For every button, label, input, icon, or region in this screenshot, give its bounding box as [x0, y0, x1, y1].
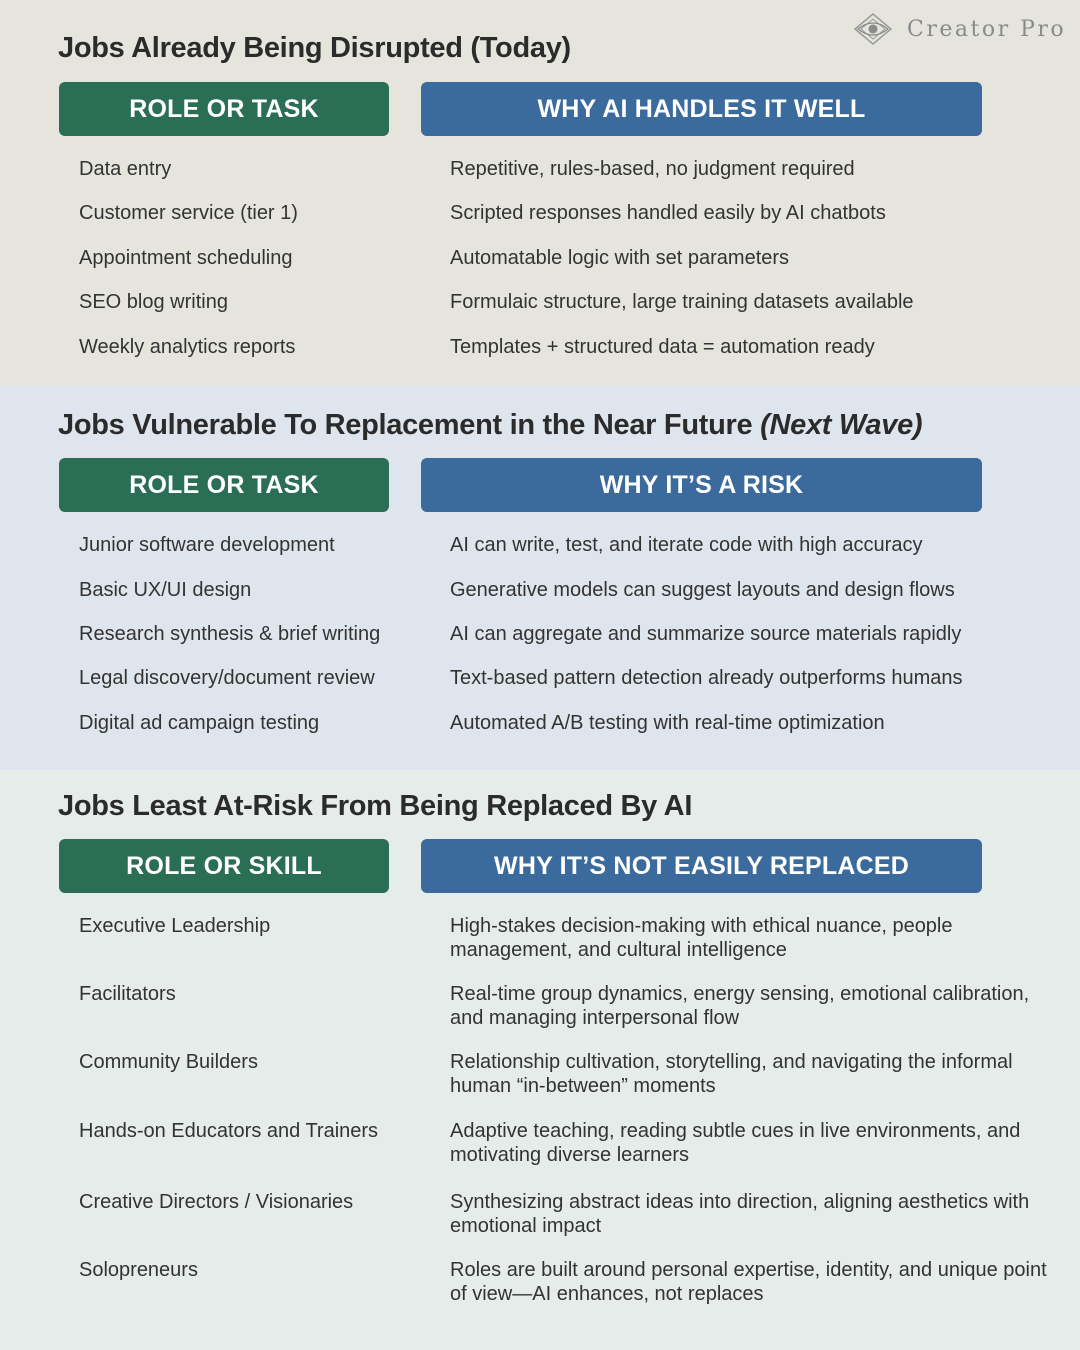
reason-cell: High-stakes decision-making with ethical nuance, people management, and cultural intelligence — [450, 915, 953, 961]
reason-cell: Automatable logic with set parameters — [450, 247, 790, 269]
role-cell: Digital ad campaign testing — [79, 712, 320, 734]
reason-cell: Synthesizing abstract ideas into direction, aligning aesthetics with emotional impact — [450, 1191, 1030, 1237]
role-cell: Community Builders — [79, 1051, 258, 1073]
role-cell: Customer service (tier 1) — [79, 202, 298, 224]
reason-cell: Repetitive, rules-based, no judgment required — [450, 158, 855, 180]
section-least-at-risk — [0, 770, 1080, 1350]
role-cell: Basic UX/UI design — [79, 579, 252, 601]
role-cell: Facilitators — [79, 983, 176, 1005]
column-header-role: ROLE OR TASK — [59, 458, 389, 512]
role-cell: Executive Leadership — [79, 915, 271, 937]
section-title: Jobs Vulnerable To Replacement in the Near Future (Next Wave) — [58, 409, 923, 441]
role-cell: SEO blog writing — [79, 291, 228, 313]
reason-cell: Roles are built around personal expertise, identity, and unique point of view—AI enhances, not replaces — [450, 1259, 1047, 1305]
section-title: Jobs Least At-Risk From Being Replaced By AI — [58, 790, 693, 822]
reason-cell: Templates + structured data = automation ready — [450, 336, 875, 358]
reason-cell: Text-based pattern detection already outperforms humans — [450, 667, 963, 689]
role-cell: Research synthesis & brief writing — [79, 623, 381, 645]
role-cell: Junior software development — [79, 534, 335, 556]
column-header-role: ROLE OR TASK — [59, 82, 389, 136]
role-cell: Weekly analytics reports — [79, 336, 296, 358]
reason-cell: Formulaic structure, large training datasets available — [450, 291, 914, 313]
reason-cell: AI can aggregate and summarize source materials rapidly — [450, 623, 962, 645]
section-disrupted-today — [0, 0, 1080, 385]
reason-cell: Scripted responses handled easily by AI chatbots — [450, 202, 886, 224]
role-cell: Hands-on Educators and Trainers — [79, 1120, 379, 1142]
section-next-wave — [0, 385, 1080, 770]
role-cell: Appointment scheduling — [79, 247, 293, 269]
brand-logo — [853, 12, 1066, 46]
role-cell: Legal discovery/document review — [79, 667, 375, 689]
reason-cell: Real-time group dynamics, energy sensing, emotional calibration, and managing interpersonal flow — [450, 983, 1030, 1029]
brand-name: Creator Pro — [907, 16, 1067, 42]
section-title: Jobs Already Being Disrupted (Today) — [58, 32, 571, 64]
diamond-eye-icon — [853, 12, 893, 46]
role-cell: Data entry — [79, 158, 172, 180]
reason-cell: Automated A/B testing with real-time optimization — [450, 712, 885, 734]
column-header-why: WHY IT’S A RISK — [421, 458, 982, 512]
reason-cell: Generative models can suggest layouts and design flows — [450, 579, 955, 601]
role-cell: Solopreneurs — [79, 1259, 198, 1281]
reason-cell: Adaptive teaching, reading subtle cues in live environments, and motivating diverse learners — [450, 1120, 1021, 1166]
column-header-why: WHY IT’S NOT EASILY REPLACED — [421, 839, 982, 893]
reason-cell: AI can write, test, and iterate code with high accuracy — [450, 534, 923, 556]
column-header-role: ROLE OR SKILL — [59, 839, 389, 893]
role-cell: Creative Directors / Visionaries — [79, 1191, 354, 1213]
reason-cell: Relationship cultivation, storytelling, and navigating the informal human “in-between” moments — [450, 1051, 1013, 1097]
column-header-why: WHY AI HANDLES IT WELL — [421, 82, 982, 136]
